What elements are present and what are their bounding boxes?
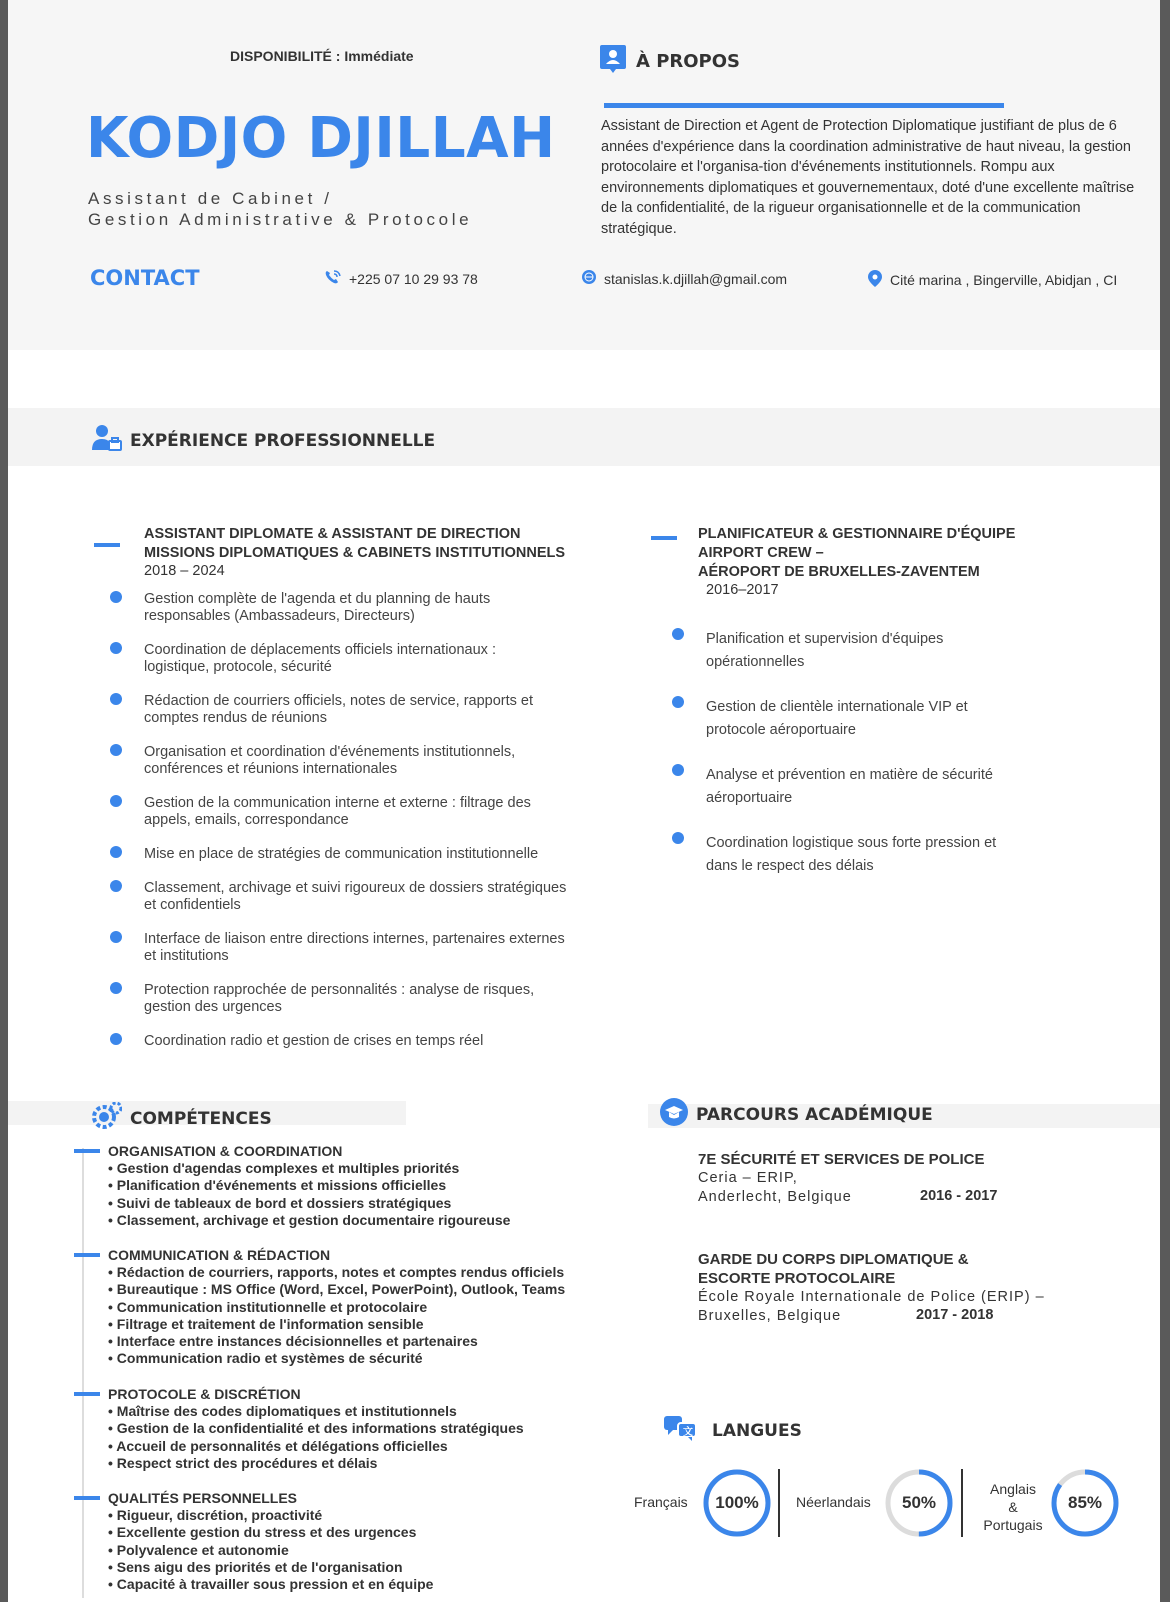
availability [230, 48, 414, 64]
skill-list [108, 1264, 565, 1368]
bullet-text: Planification et supervision d'équipes [706, 631, 944, 647]
skill-group-heading [108, 1143, 510, 1160]
bullet-dot-icon [110, 982, 122, 994]
job-bullet-item [144, 982, 684, 1016]
bullet-dot-icon [672, 764, 684, 776]
bullet-text: protocole aéroportuaire [706, 722, 856, 738]
graduation-cap-icon [660, 1098, 688, 1131]
bullet-dot-icon [110, 795, 122, 807]
availability-label: DISPONIBILITÉ : [230, 48, 341, 64]
job-bullet-item [144, 846, 684, 863]
skill-group-heading [108, 1386, 524, 1403]
bullet-text: logistique, protocole, sécurité [144, 659, 332, 675]
bullet-text: Gestion de clientèle internationale VIP et [706, 699, 968, 715]
skill-item: • Capacité à travailler sous pression et en équipe [108, 1576, 434, 1593]
job1-header [144, 525, 664, 579]
skill-group [108, 1386, 524, 1472]
contact-email[interactable] [582, 270, 787, 287]
job2-title-line2: AIRPORT CREW – [698, 545, 824, 561]
skill-item: • Communication institutionnelle et protocolaire [108, 1298, 428, 1315]
skill-group-heading [108, 1490, 433, 1507]
skill-group-heading-text: QUALITÉS PERSONNELLES [108, 1490, 298, 1506]
job-bullet-item [706, 628, 1160, 674]
job1-dash [94, 543, 120, 547]
globe-icon [582, 270, 596, 287]
skill-item: • Accueil de personnalités et délégations officielles [108, 1437, 448, 1454]
experience-title-text: EXPÉRIENCE PROFESSIONNELLE [130, 430, 436, 451]
bullet-dot-icon [110, 591, 122, 603]
skills-title-text: COMPÉTENCES [130, 1108, 272, 1129]
job-bullet-item [144, 795, 684, 829]
contact-title: CONTACT [90, 266, 200, 290]
contact-phone[interactable] [325, 270, 478, 287]
bullet-text: et confidentiels [144, 897, 241, 913]
skill-item: • Communication radio et systèmes de sécurité [108, 1350, 423, 1367]
edu1-years: 2016 - 2017 [920, 1188, 998, 1204]
skill-group-marker [74, 1253, 100, 1257]
job-bullet-item [144, 1033, 684, 1050]
job-bullet-item [144, 642, 684, 676]
skill-item: • Bureautique : MS Office (Word, Excel, PowerPoint), Outlook, Teams [108, 1281, 566, 1298]
candidate-name: KODJO DJILLAH [86, 106, 556, 171]
lang3-label-line1: Anglais [990, 1481, 1036, 1497]
bullet-text: gestion des urgences [144, 999, 282, 1015]
skill-group [108, 1247, 565, 1368]
experience-title [92, 424, 435, 457]
edu2-years: 2017 - 2018 [916, 1307, 994, 1323]
education-title-text: PARCOURS ACADÉMIQUE [696, 1104, 933, 1125]
skill-item: • Classement, archivage et gestion documentaire rigoureuse [108, 1211, 511, 1228]
job2-dash [651, 536, 677, 540]
bullet-dot-icon [110, 744, 122, 756]
job-subtitle [88, 188, 472, 230]
bullet-text: Coordination radio et gestion de crises en temps réel [144, 1033, 484, 1049]
edu1-line2: Anderlecht, Belgique [698, 1189, 852, 1205]
bullet-text: Organisation et coordination d'événements institutionnels, [144, 744, 516, 760]
bullet-text: Interface de liaison entre directions internes, partenaires externes [144, 931, 565, 947]
job-bullet-item [144, 931, 684, 965]
about-text: Assistant de Direction et Agent de Protection Diplomatique justifiant de plus de 6 années d'expérience dans la coordination administrative de haut niveau, la gestion protocolaire et l'organisa-tion d'événements institutionnels. Rompu aux environnements diplomatiques et gouvernementaux, doté d'une excellente maîtrise de la confidentialité, de la rigueur organisationnelle et de la communication stratégique. [601, 118, 1135, 237]
bullet-text: conférences et réunions internationales [144, 761, 398, 777]
skill-group-heading-text: PROTOCOLE & DISCRÉTION [108, 1386, 301, 1402]
bullet-text: responsables (Ambassadeurs, Directeurs) [144, 608, 415, 624]
lang2-label: Néerlandais [796, 1494, 871, 1510]
edu1-line1: Ceria – ERIP, [698, 1170, 798, 1186]
briefcase-user-icon [92, 424, 122, 457]
bullet-text: opérationnelles [706, 654, 805, 670]
gears-user-icon [92, 1102, 122, 1135]
skill-group-marker [74, 1392, 100, 1396]
bullet-text: comptes rendus de réunions [144, 710, 327, 726]
skill-list [108, 1507, 433, 1593]
job1-title-line1: ASSISTANT DIPLOMATE & ASSISTANT DE DIRECTION [144, 526, 521, 542]
job2-title-line3: AÉROPORT DE BRUXELLES-ZAVENTEM [698, 564, 980, 580]
bullet-text: Protection rapprochée de personnalités : analyse de risques, [144, 982, 535, 998]
job-bullet-item [706, 696, 1160, 742]
job-bullet-item [144, 744, 684, 778]
bullet-dot-icon [110, 931, 122, 943]
phone-text: +225 07 10 29 93 78 [349, 270, 478, 287]
education-item-2 [698, 1250, 1138, 1326]
education-item-1 [698, 1150, 1138, 1207]
skill-item: • Excellente gestion du stress et des urgences [108, 1524, 417, 1541]
lang1-percent: 100% [715, 1493, 759, 1512]
lang-separator-1 [778, 1469, 780, 1537]
bullet-dot-icon [672, 696, 684, 708]
bullet-dot-icon [110, 642, 122, 654]
skill-item: • Interface entre instances décisionnelles et partenaires [108, 1333, 478, 1350]
skills-title [92, 1102, 272, 1135]
skill-group-marker [74, 1149, 100, 1153]
about-underline [604, 103, 1004, 108]
languages-title [664, 1414, 802, 1447]
skill-group-heading [108, 1247, 565, 1264]
subtitle-line-2: Gestion Administrative & Protocole [88, 210, 473, 229]
bullet-text: et institutions [144, 948, 229, 964]
edu1-title: 7E SÉCURITÉ ET SERVICES DE POLICE [698, 1151, 985, 1168]
education-title [660, 1098, 933, 1131]
skill-list [108, 1403, 524, 1472]
skill-group-marker [74, 1496, 100, 1500]
job1-title-line2: MISSIONS DIPLOMATIQUES & CABINETS INSTITUTIONNELS [144, 545, 566, 561]
job-bullet-item [706, 764, 1160, 810]
bullet-text: appels, emails, correspondance [144, 812, 349, 828]
about-title [600, 44, 740, 79]
job1-years: 2018 – 2024 [144, 563, 225, 579]
bullet-text: Classement, archivage et suivi rigoureux de dossiers stratégiques [144, 880, 567, 896]
edu2-line1: École Royale Internationale de Police (ERIP) – [698, 1289, 1045, 1305]
skill-list [108, 1160, 510, 1229]
skill-item: • Rédaction de courriers, rapports, notes et comptes rendus officiels [108, 1264, 565, 1280]
skill-group [108, 1490, 433, 1593]
bullet-dot-icon [110, 846, 122, 858]
bullet-text: Mise en place de stratégies de communication institutionnelle [144, 846, 539, 862]
job-bullet-item [144, 591, 684, 625]
edu2-title-line1: GARDE DU CORPS DIPLOMATIQUE & [698, 1251, 969, 1268]
bullet-text: Coordination logistique sous forte pression et [706, 835, 997, 851]
edu2-title-line2: ESCORTE PROTOCOLAIRE [698, 1270, 896, 1287]
address-text: Cité marina , Bingerville, Abidjan , CI [890, 272, 1118, 288]
bullet-text: Gestion de la communication interne et externe : filtrage des [144, 795, 531, 811]
email-text: stanislas.k.djillah@gmail.com [604, 270, 788, 287]
skill-item: • Rigueur, discrétion, proactivité [108, 1507, 323, 1523]
lang-separator-2 [961, 1469, 963, 1537]
job-bullet-item [144, 880, 684, 914]
edu2-line2: Bruxelles, Belgique [698, 1308, 842, 1324]
bullet-text: dans le respect des délais [706, 858, 874, 874]
skills-timeline-line [82, 1148, 84, 1598]
lang3-percent: 85% [1067, 1493, 1103, 1512]
skill-item: • Gestion de la confidentialité et des informations stratégiques [108, 1420, 524, 1437]
location-pin-icon [868, 270, 882, 290]
availability-value: Immédiate [344, 48, 414, 64]
resume-page [8, 0, 1160, 1602]
skill-group-heading-text: ORGANISATION & COORDINATION [108, 1143, 343, 1159]
skill-item: • Respect strict des procédures et délais [108, 1454, 378, 1471]
about-title-text: À PROPOS [636, 51, 741, 72]
bullet-dot-icon [110, 880, 122, 892]
lang2-percent: 50% [901, 1493, 937, 1512]
lang3-label-line3: Portugais [983, 1517, 1043, 1533]
bullet-text: Analyse et prévention en matière de sécurité [706, 767, 993, 783]
job-bullet-item [144, 693, 684, 727]
translate-bubbles-icon [664, 1414, 698, 1447]
job-bullet-item [706, 832, 1160, 878]
languages-title-text: LANGUES [712, 1420, 802, 1441]
skill-item: • Planification d'événements et missions officielles [108, 1177, 447, 1194]
skill-group-heading-text: COMMUNICATION & RÉDACTION [108, 1247, 331, 1263]
contact-address [868, 270, 1117, 290]
skill-item: • Suivi de tableaux de bord et dossiers stratégiques [108, 1194, 452, 1211]
lang3-label [978, 1480, 1048, 1534]
skill-group [108, 1143, 510, 1229]
bullet-dot-icon [672, 628, 684, 640]
bullet-dot-icon [672, 832, 684, 844]
job2-title-line1: PLANIFICATEUR & GESTIONNAIRE D'ÉQUIPE [698, 526, 1016, 542]
job2-years: 2016–2017 [706, 582, 779, 598]
skill-item: • Maîtrise des codes diplomatiques et institutionnels [108, 1403, 457, 1419]
lang3-label-line2: & [1008, 1499, 1018, 1515]
bullet-dot-icon [110, 1033, 122, 1045]
job2-header [698, 525, 1138, 598]
skill-item: • Polyvalence et autonomie [108, 1541, 289, 1558]
bullet-dot-icon [110, 693, 122, 705]
skill-item: • Filtrage et traitement de l'information sensible [108, 1315, 424, 1332]
bullet-text: Gestion complète de l'agenda et du planning de hauts [144, 591, 491, 607]
lang1-label: Français [634, 1494, 688, 1510]
phone-icon [325, 270, 341, 287]
bullet-text: Rédaction de courriers officiels, notes de service, rapports et [144, 693, 534, 709]
svg-text:文: 文 [683, 1427, 693, 1438]
skill-item: • Gestion d'agendas complexes et multiples priorités [108, 1160, 460, 1176]
user-badge-icon [600, 44, 626, 79]
skill-item: • Sens aigu des priorités et de l'organisation [108, 1558, 403, 1575]
bullet-text: aéroportuaire [706, 790, 793, 806]
bullet-text: Coordination de déplacements officiels internationaux : [144, 642, 496, 658]
subtitle-line-1: Assistant de Cabinet / [88, 189, 333, 208]
